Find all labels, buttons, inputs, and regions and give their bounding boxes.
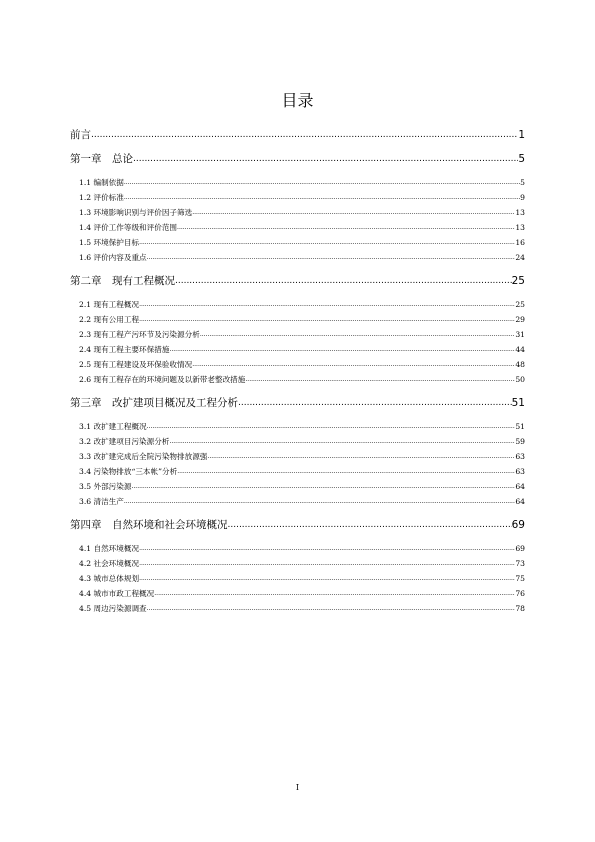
- toc-section-entry[interactable]: [79, 601, 525, 616]
- toc-entry-page: 9: [520, 193, 525, 202]
- toc-section-entry[interactable]: [79, 342, 525, 357]
- toc-leader-dots: [139, 541, 515, 556]
- toc-leader-dots: [147, 601, 516, 616]
- toc-leader-dots: [139, 556, 515, 571]
- toc-entry-label: 4.2 社会环境概况: [79, 559, 140, 568]
- toc-entry-label: 1.1 编制依据: [79, 178, 124, 187]
- toc-entry-page: 48: [515, 360, 525, 369]
- toc-entry-label: 4.1 自然环境概况: [79, 544, 140, 553]
- toc-entry-page: 16: [515, 238, 525, 247]
- toc-leader-dots: [175, 273, 512, 289]
- toc-entry-label: 2.1 现有工程概况: [79, 300, 140, 309]
- toc-leader-dots: [169, 434, 515, 449]
- toc-entry-label: 3.2 改扩建项目污染源分析: [79, 437, 170, 446]
- toc-entry-page: 25: [515, 300, 525, 309]
- toc-entry-label: 4.4 城市市政工程概况: [79, 589, 155, 598]
- toc-entry-label: 3.5 外部污染源: [79, 482, 132, 491]
- toc-leader-dots: [169, 342, 515, 357]
- toc-section-entry[interactable]: [79, 357, 525, 372]
- toc-entry-page: 51: [511, 397, 525, 409]
- toc-leader-dots: [192, 205, 515, 220]
- toc-section-entry[interactable]: [79, 434, 525, 449]
- toc-entry-label: 2.2 现有公用工程: [79, 315, 140, 324]
- toc-section-entry[interactable]: [79, 312, 525, 327]
- toc-entry-page: 13: [515, 223, 525, 232]
- toc-entry-label: 2.4 现有工程主要环保措施: [79, 345, 170, 354]
- page-number: I: [295, 783, 300, 792]
- toc-entry-page: 59: [515, 437, 525, 446]
- toc-entry-page: 1: [518, 129, 525, 141]
- toc-entry-label: 4.5 周边污染源调查: [79, 604, 147, 613]
- toc-leader-dots: [133, 151, 518, 167]
- toc-section-entry[interactable]: [79, 586, 525, 601]
- toc-section-entry[interactable]: [79, 571, 525, 586]
- toc-section-entry[interactable]: [79, 205, 525, 220]
- toc-section-entry[interactable]: [79, 541, 525, 556]
- toc-entry-label: 第二章 现有工程概况: [70, 275, 175, 287]
- page-title: 目录: [281, 91, 314, 110]
- toc-chapter-entry[interactable]: [70, 127, 525, 143]
- toc-entry-page: 44: [515, 345, 525, 354]
- toc-leader-dots: [147, 250, 516, 265]
- toc-entry-label: 第四章 自然环境和社会环境概况: [70, 519, 228, 531]
- toc-leader-dots: [192, 357, 515, 372]
- toc-section-entry[interactable]: [79, 479, 525, 494]
- toc-entry-page: 50: [515, 375, 525, 384]
- toc-leader-dots: [200, 327, 516, 342]
- toc-entry-page: 13: [515, 208, 525, 217]
- toc-entry-label: 2.3 现有工程产污环节及污染源分析: [79, 330, 200, 339]
- toc-leader-dots: [131, 479, 515, 494]
- toc-section-entry[interactable]: [79, 175, 525, 190]
- toc-entry-page: 25: [511, 275, 525, 287]
- table-of-contents: [70, 127, 525, 616]
- toc-section-entry[interactable]: [79, 220, 525, 235]
- toc-section-entry[interactable]: [79, 235, 525, 250]
- toc-section-entry[interactable]: [79, 464, 525, 479]
- toc-chapter-entry[interactable]: [70, 151, 525, 167]
- toc-leader-dots: [177, 220, 515, 235]
- toc-entry-page: 73: [515, 559, 525, 568]
- toc-entry-page: 78: [515, 604, 525, 613]
- toc-entry-label: 2.5 现有工程建设及环保验收情况: [79, 360, 193, 369]
- toc-section-entry[interactable]: [79, 449, 525, 464]
- toc-entry-label: 前言: [70, 129, 91, 141]
- toc-section-entry[interactable]: [79, 556, 525, 571]
- toc-chapter-entry[interactable]: [70, 395, 525, 411]
- toc-section-entry[interactable]: [79, 190, 525, 205]
- toc-leader-dots: [177, 464, 515, 479]
- toc-entry-label: 1.3 环境影响识别与评价因子筛选: [79, 208, 193, 217]
- toc-entry-label: 1.2 评价标准: [79, 193, 124, 202]
- toc-leader-dots: [124, 175, 520, 190]
- toc-section-entry[interactable]: [79, 327, 525, 342]
- toc-section-entry[interactable]: [79, 372, 525, 387]
- toc-section-entry[interactable]: [79, 250, 525, 265]
- toc-entry-page: 5: [520, 178, 525, 187]
- toc-leader-dots: [154, 586, 515, 601]
- toc-entry-label: 第三章 改扩建项目概况及工程分析: [70, 397, 238, 409]
- toc-chapter-entry[interactable]: [70, 273, 525, 289]
- toc-entry-page: 51: [515, 422, 525, 431]
- toc-entry-page: 63: [515, 452, 525, 461]
- toc-leader-dots: [147, 419, 516, 434]
- toc-entry-label: 第一章 总论: [70, 153, 133, 165]
- toc-leader-dots: [238, 395, 512, 411]
- toc-leader-dots: [139, 297, 515, 312]
- toc-leader-dots: [124, 494, 515, 509]
- toc-entry-label: 2.6 现有工程存在的环境问题及以新带老整改措施: [79, 375, 246, 384]
- toc-entry-label: 3.6 清洁生产: [79, 497, 124, 506]
- toc-entry-label: 1.6 评价内容及重点: [79, 253, 147, 262]
- toc-leader-dots: [139, 312, 515, 327]
- toc-entry-label: 1.4 评价工作等级和评价范围: [79, 223, 178, 232]
- toc-entry-page: 75: [515, 574, 525, 583]
- toc-leader-dots: [228, 517, 512, 533]
- toc-entry-page: 63: [515, 467, 525, 476]
- toc-section-entry[interactable]: [79, 419, 525, 434]
- toc-entry-label: 4.3 城市总体规划: [79, 574, 140, 583]
- toc-leader-dots: [139, 235, 515, 250]
- toc-entry-page: 5: [518, 153, 525, 165]
- toc-entry-page: 64: [515, 497, 525, 506]
- toc-entry-label: 3.1 改扩建工程概况: [79, 422, 147, 431]
- toc-section-entry[interactable]: [79, 297, 525, 312]
- toc-section-entry[interactable]: [79, 494, 525, 509]
- toc-entry-label: 1.5 环境保护目标: [79, 238, 140, 247]
- toc-leader-dots: [91, 127, 518, 143]
- toc-entry-label: 3.4 污染物排放“三本帐”分析: [79, 467, 178, 476]
- toc-leader-dots: [245, 372, 515, 387]
- toc-entry-page: 69: [511, 519, 525, 531]
- toc-leader-dots: [124, 190, 520, 205]
- toc-chapter-entry[interactable]: [70, 517, 525, 533]
- toc-leader-dots: [139, 571, 515, 586]
- toc-entry-page: 31: [515, 330, 525, 339]
- toc-entry-page: 64: [515, 482, 525, 491]
- toc-leader-dots: [207, 449, 515, 464]
- toc-entry-page: 76: [515, 589, 525, 598]
- toc-entry-label: 3.3 改扩建完成后全院污染物排放源强: [79, 452, 208, 461]
- toc-entry-page: 29: [515, 315, 525, 324]
- toc-entry-page: 69: [515, 544, 525, 553]
- toc-entry-page: 24: [515, 253, 525, 262]
